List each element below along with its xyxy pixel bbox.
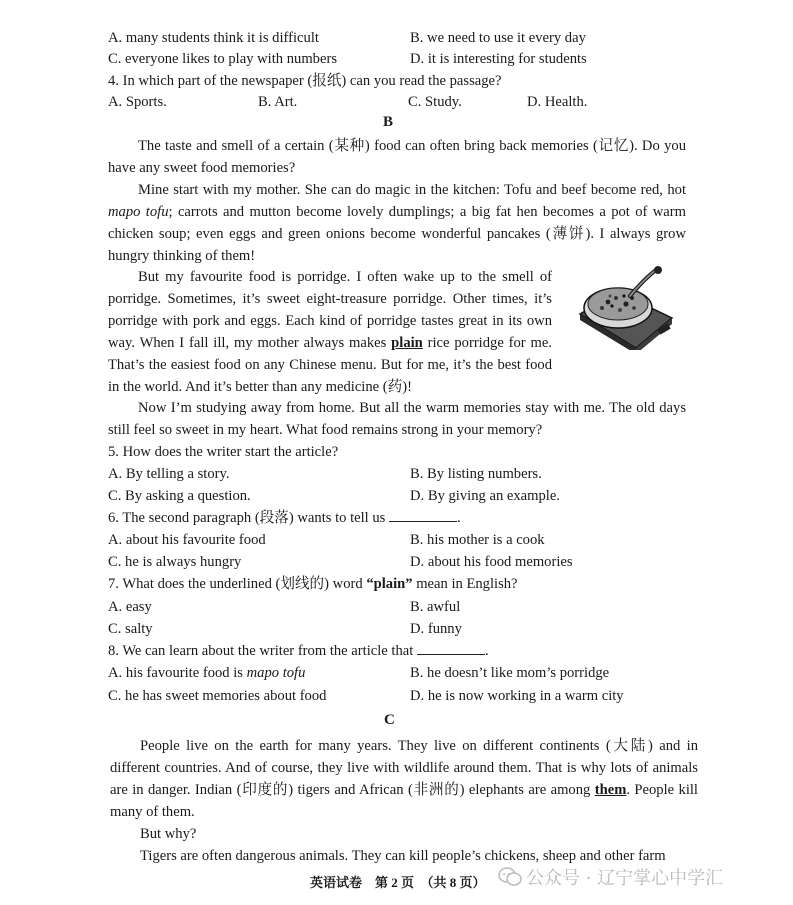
q6-option-a: A. about his favourite food bbox=[108, 532, 266, 548]
q7-option-b: B. awful bbox=[410, 599, 461, 615]
section-c-paragraph-2: But why? bbox=[140, 826, 197, 842]
q8-question: 8. We can learn about the writer from the article that . bbox=[108, 643, 489, 659]
q5-option-d: D. By giving an example. bbox=[410, 488, 560, 504]
q3-option-b: B. we need to use it every day bbox=[410, 30, 586, 46]
section-b-paragraph-1: The taste and smell of a certain (某种) food can often bring back memories (记忆). Do you have any sweet food memories? bbox=[108, 138, 686, 176]
q6-option-d: D. about his food memories bbox=[410, 554, 573, 570]
q4-question: 4. In which part of the newspaper (报纸) can you read the passage? bbox=[108, 73, 502, 89]
section-c-passage bbox=[110, 735, 698, 867]
q8-option-d: D. he is now working in a warm city bbox=[410, 688, 624, 704]
underlined-word-them: them bbox=[594, 782, 627, 798]
q5-option-a: A. By telling a story. bbox=[108, 466, 230, 482]
watermark-text: 公众号 · 辽宁掌心中学汇 bbox=[526, 868, 724, 889]
section-b-passage-top bbox=[108, 135, 686, 267]
section-c-paragraph-1: People live on the earth for many years. They live on different continents (大陆) and in different countries. And of course, they live with wildlife around them. That is why lots of animals are in danger. Indian (印度的) tigers and African (非洲的) elephants are among them. People kill many of them. bbox=[110, 738, 698, 820]
answer-blank bbox=[389, 509, 457, 522]
section-b-paragraph-4: Now I’m studying away from home. But all the warm memories stay with me. The old days still feel so sweet in my heart. What food remains strong in your memory? bbox=[108, 400, 686, 438]
section-b-heading: B bbox=[383, 114, 394, 130]
q3-option-a: A. many students think it is difficult bbox=[108, 30, 319, 46]
q6-question: 6. The second paragraph (段落) wants to tell us . bbox=[108, 510, 461, 526]
section-c-paragraph-3: Tigers are often dangerous animals. They can kill people’s chickens, sheep and other farm bbox=[140, 848, 666, 864]
q8-option-c: C. he has sweet memories about food bbox=[108, 688, 327, 704]
q4-option-c: C. Study. bbox=[408, 94, 462, 110]
q8-option-b: B. he doesn’t like mom’s porridge bbox=[410, 665, 610, 681]
q5-option-c: C. By asking a question. bbox=[108, 488, 251, 504]
q7-question: 7. What does the underlined (划线的) word “plain” mean in English? bbox=[108, 576, 518, 592]
q4-option-b: B. Art. bbox=[258, 94, 298, 110]
q3-option-c: C. everyone likes to play with numbers bbox=[108, 51, 337, 67]
q4-option-d: D. Health. bbox=[527, 94, 588, 110]
q7-option-a: A. easy bbox=[108, 599, 152, 615]
section-b-paragraph-3: But my favourite food is porridge. I often wake up to the smell of porridge. Sometimes, it’s sweet eight-treasure porridge. Other times, it’s porridge with pork and eggs. Each kind of porridge tastes great in its own way. When I fall ill, my mother always makes plain rice porridge for me. That’s the easiest food on any Chinese menu. But for me, it’s the best food in the world. And it’s better than any medicine (药)! bbox=[108, 269, 552, 395]
q7-option-c: C. salty bbox=[108, 621, 153, 637]
underlined-word-plain: plain bbox=[391, 335, 423, 351]
wechat-icon bbox=[498, 866, 522, 888]
section-b-paragraph-2: Mine start with my mother. She can do magic in the kitchen: Tofu and beef become red, hot mapo tofu; carrots and mutton become lovely dumplings; a big fat hen becomes a pot of warm chicken soup; even eggs and green onions become wonderful pancakes (薄饼). I always grow hungry thinking of them! bbox=[108, 182, 686, 264]
q3-option-d: D. it is interesting for students bbox=[410, 51, 587, 67]
q5-option-b: B. By listing numbers. bbox=[410, 466, 542, 482]
porridge-bowl-illustration bbox=[574, 266, 674, 350]
q6-option-b: B. his mother is a cook bbox=[410, 532, 545, 548]
q5-question: 5. How does the writer start the article? bbox=[108, 444, 339, 460]
q6-option-c: C. he is always hungry bbox=[108, 554, 242, 570]
answer-blank bbox=[417, 642, 485, 655]
q7-option-d: D. funny bbox=[410, 621, 462, 637]
page-footer: 英语试卷 第 2 页 （共 8 页） bbox=[310, 875, 486, 890]
q4-option-a: A. Sports. bbox=[108, 94, 167, 110]
q8-option-a: A. his favourite food is mapo tofu bbox=[108, 665, 306, 681]
section-c-heading: C bbox=[384, 712, 395, 728]
